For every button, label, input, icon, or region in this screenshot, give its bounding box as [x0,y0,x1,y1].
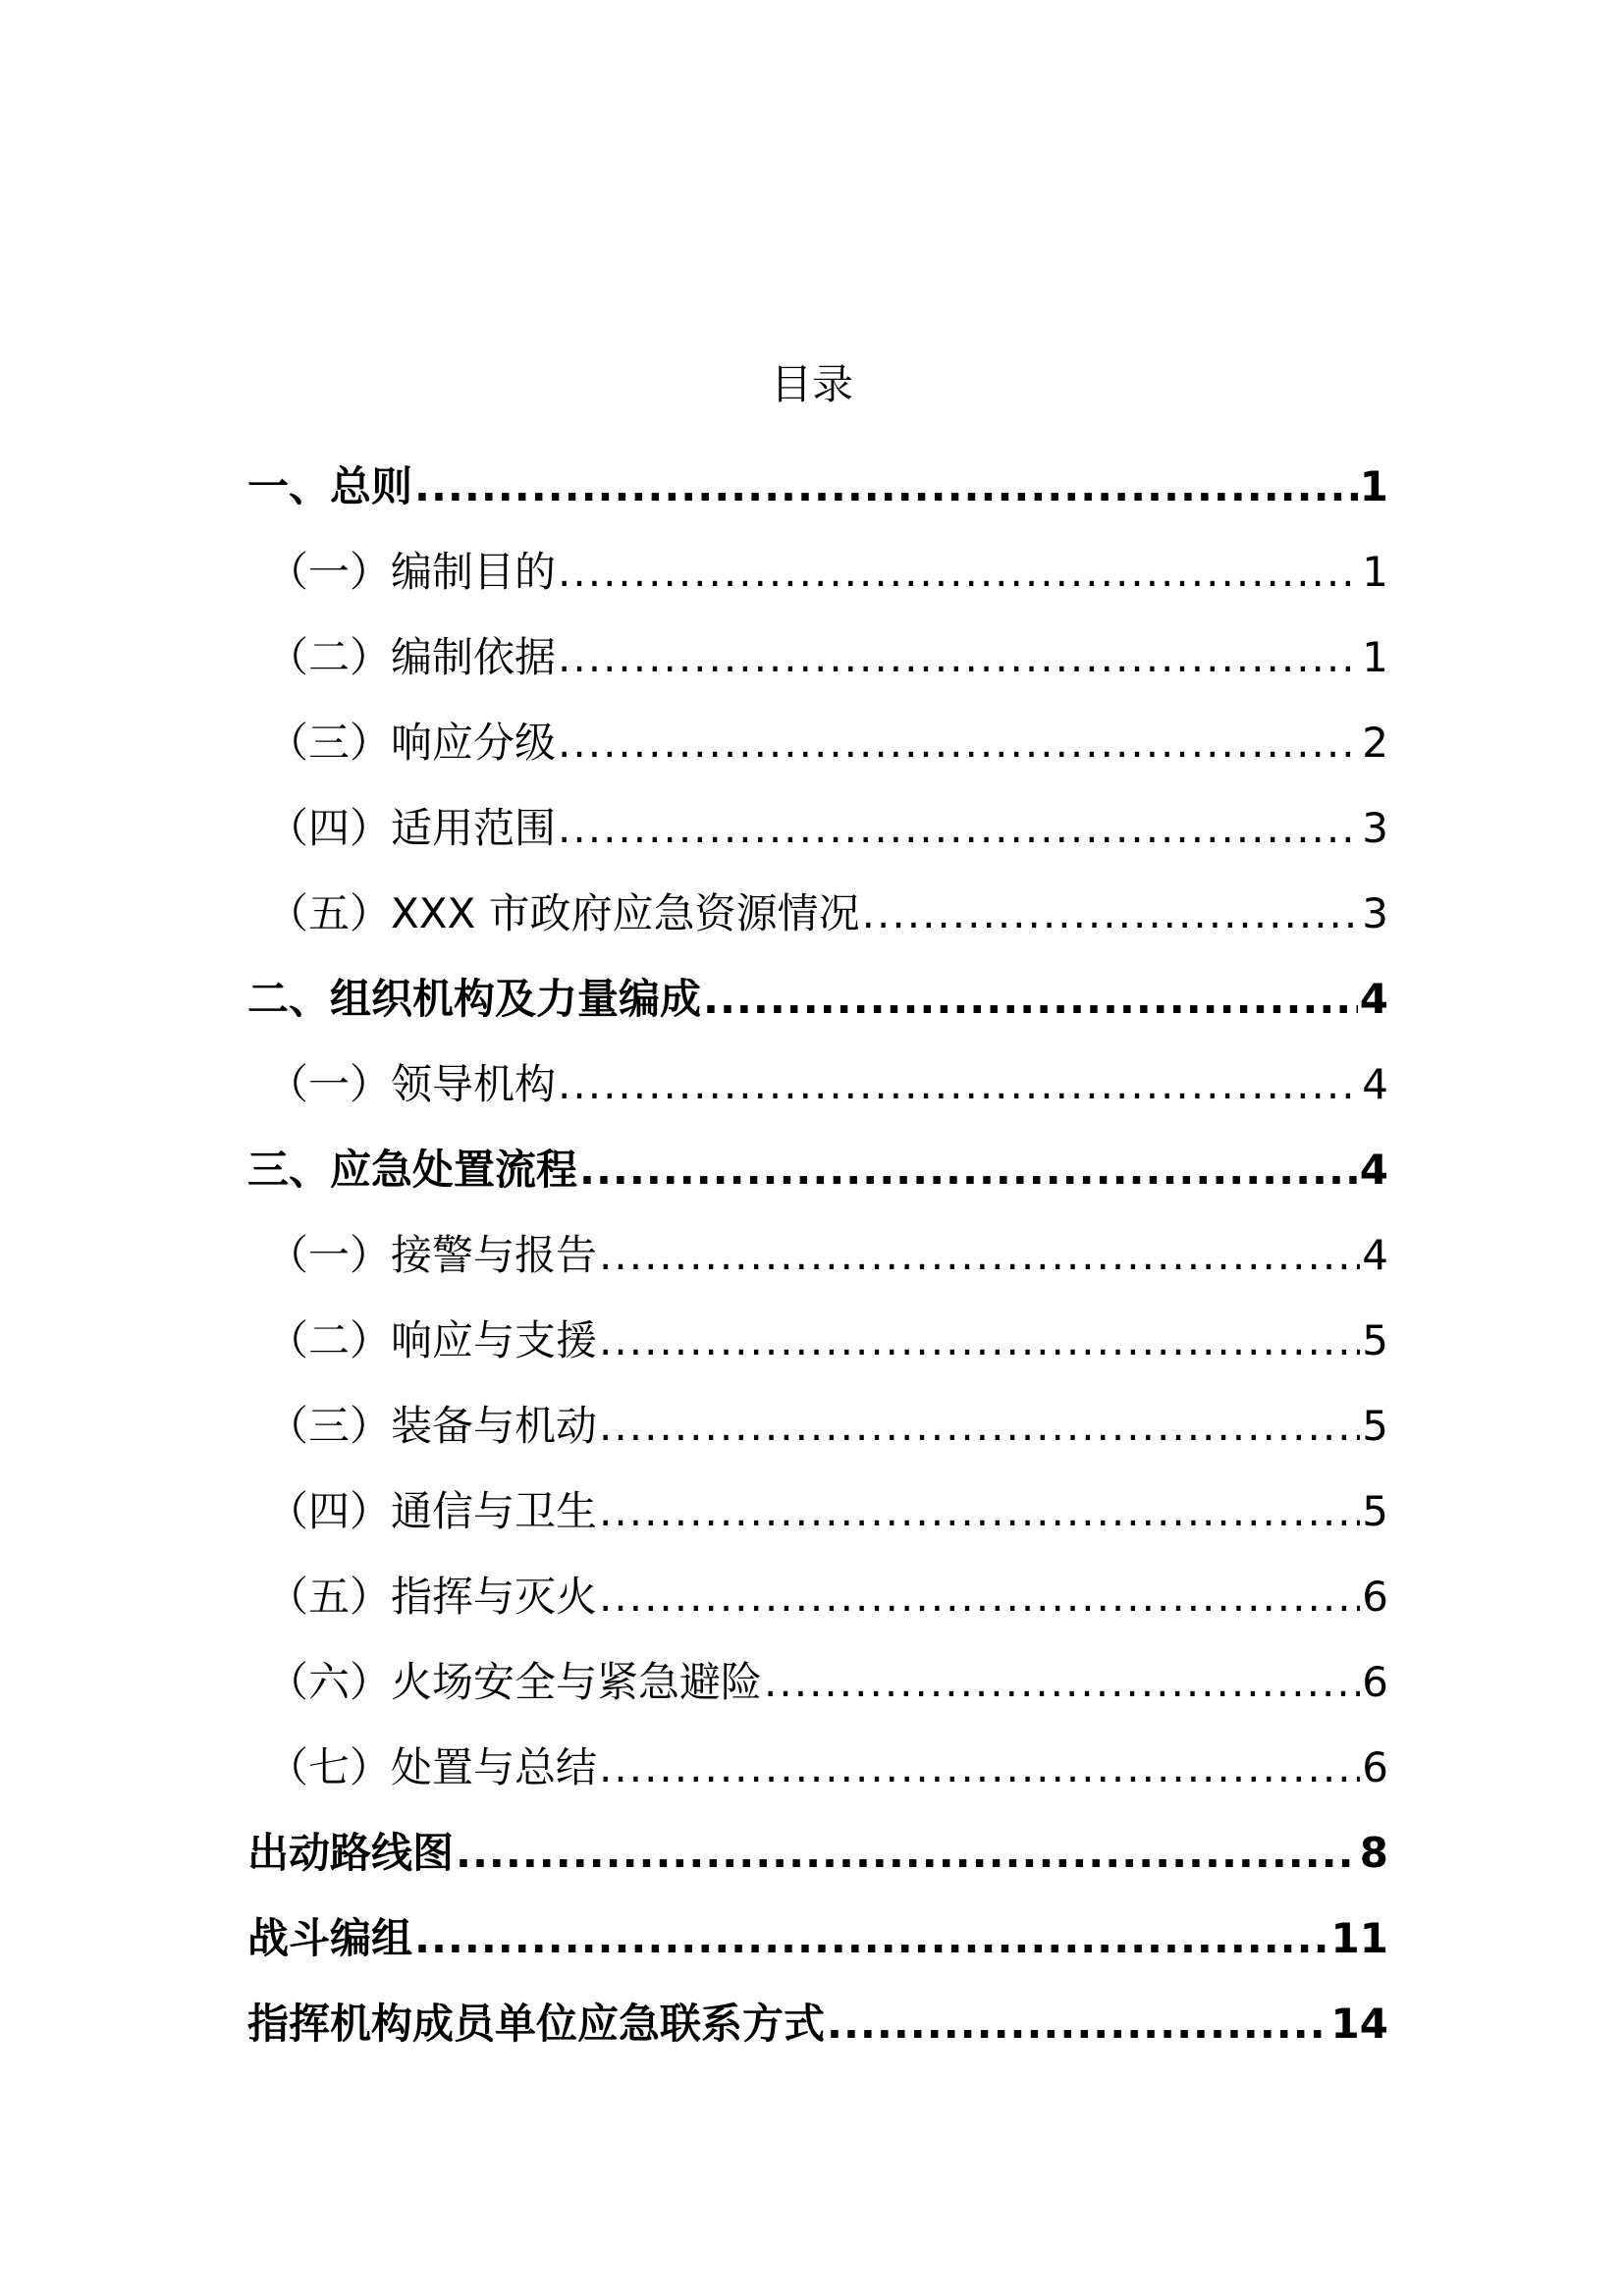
toc-entry-label: （五）指挥与灭火 [267,1573,598,1621]
toc-entry-label: （三）装备与机动 [267,1402,598,1450]
dot-leader [558,529,1360,614]
toc-entry-label: （六）火场安全与紧急避险 [267,1658,763,1706]
toc-entry-page: 6 [1362,1658,1388,1706]
dot-leader [764,1639,1360,1725]
toc-entry-label: （二）响应与支援 [267,1316,598,1364]
toc-entry-contacts[interactable] [247,1981,1388,2066]
toc-entry-page: 6 [1362,1573,1388,1621]
dot-leader [414,1896,1329,1981]
toc-entry-label: （二）编制依据 [267,633,557,681]
toc-entry-label: 三、应急处置流程 [247,1146,578,1194]
dot-leader [599,1554,1360,1639]
toc-entry-resources[interactable] [247,871,1388,956]
toc-entry-page: 4 [1359,1146,1388,1194]
toc-entry-page: 5 [1362,1402,1388,1450]
toc-entry-alarm-report[interactable] [247,1212,1388,1298]
toc-entry-label: （四）通信与卫生 [267,1487,598,1535]
toc-entry-page: 11 [1330,1914,1388,1962]
toc-entry-page: 3 [1362,804,1388,852]
toc-entry-purpose[interactable] [247,529,1388,614]
toc-entry-label: （七）处置与总结 [267,1743,598,1791]
dot-leader [862,871,1361,956]
toc-entry-page: 8 [1359,1829,1388,1877]
toc-entry-procedure[interactable] [247,1127,1388,1212]
toc-entry-label: 二、组织机构及力量编成 [247,975,702,1023]
dot-leader [703,956,1358,1041]
toc-entry-communication[interactable] [247,1468,1388,1554]
dot-leader [558,785,1360,871]
toc-entry-combat-groups[interactable] [247,1896,1388,1981]
toc-entry-label: （一）接警与报告 [267,1231,598,1279]
toc-entry-label: （一）领导机构 [267,1060,557,1108]
toc-entry-scope[interactable] [247,785,1388,871]
toc-entry-page: 4 [1359,975,1388,1023]
toc-entry-page: 6 [1362,1743,1388,1791]
toc-entry-route-map[interactable] [247,1810,1388,1896]
toc-entry-label: 指挥机构成员单位应急联系方式 [247,2000,826,2048]
dot-leader [579,1127,1358,1212]
toc-entry-page: 5 [1362,1316,1388,1364]
toc-entry-summary[interactable] [247,1725,1388,1810]
dot-leader [599,1725,1360,1810]
toc-entry-safety[interactable] [247,1639,1388,1725]
toc-entry-label: （四）适用范围 [267,804,557,852]
table-of-contents [247,444,1388,2066]
toc-entry-equipment[interactable] [247,1383,1388,1468]
dot-leader [599,1212,1360,1298]
toc-entry-page: 5 [1362,1487,1388,1535]
toc-entry-page: 14 [1330,2000,1388,2048]
toc-entry-command[interactable] [247,1554,1388,1639]
dot-leader [827,1981,1329,2066]
toc-entry-label: 一、总则 [247,462,413,510]
dot-leader [558,700,1360,785]
toc-entry-page: 2 [1362,719,1388,767]
dot-leader [558,1041,1360,1127]
toc-entry-page: 3 [1362,889,1388,937]
toc-entry-label: （三）响应分级 [267,719,557,767]
toc-entry-organization[interactable] [247,956,1388,1041]
toc-entry-page: 4 [1362,1231,1388,1279]
toc-entry-page: 1 [1362,548,1388,596]
toc-entry-response-support[interactable] [247,1298,1388,1383]
toc-entry-basis[interactable] [247,614,1388,700]
dot-leader [599,1298,1360,1383]
dot-leader [414,444,1358,529]
toc-entry-label: （一）编制目的 [267,548,557,596]
toc-entry-response-levels[interactable] [247,700,1388,785]
dot-leader [558,614,1360,700]
toc-entry-label: 战斗编组 [247,1914,413,1962]
dot-leader [599,1468,1360,1554]
dot-leader [599,1383,1360,1468]
dot-leader [456,1810,1358,1896]
toc-entry-leadership[interactable] [247,1041,1388,1127]
toc-entry-page: 4 [1362,1060,1388,1108]
toc-title: 目录 [770,360,853,408]
toc-entry-page: 1 [1359,462,1388,510]
toc-entry-page: 1 [1362,633,1388,681]
toc-entry-general[interactable] [247,444,1388,529]
toc-entry-label: （五）XXX 市政府应急资源情况 [267,889,860,937]
toc-entry-label: 出动路线图 [247,1829,455,1877]
